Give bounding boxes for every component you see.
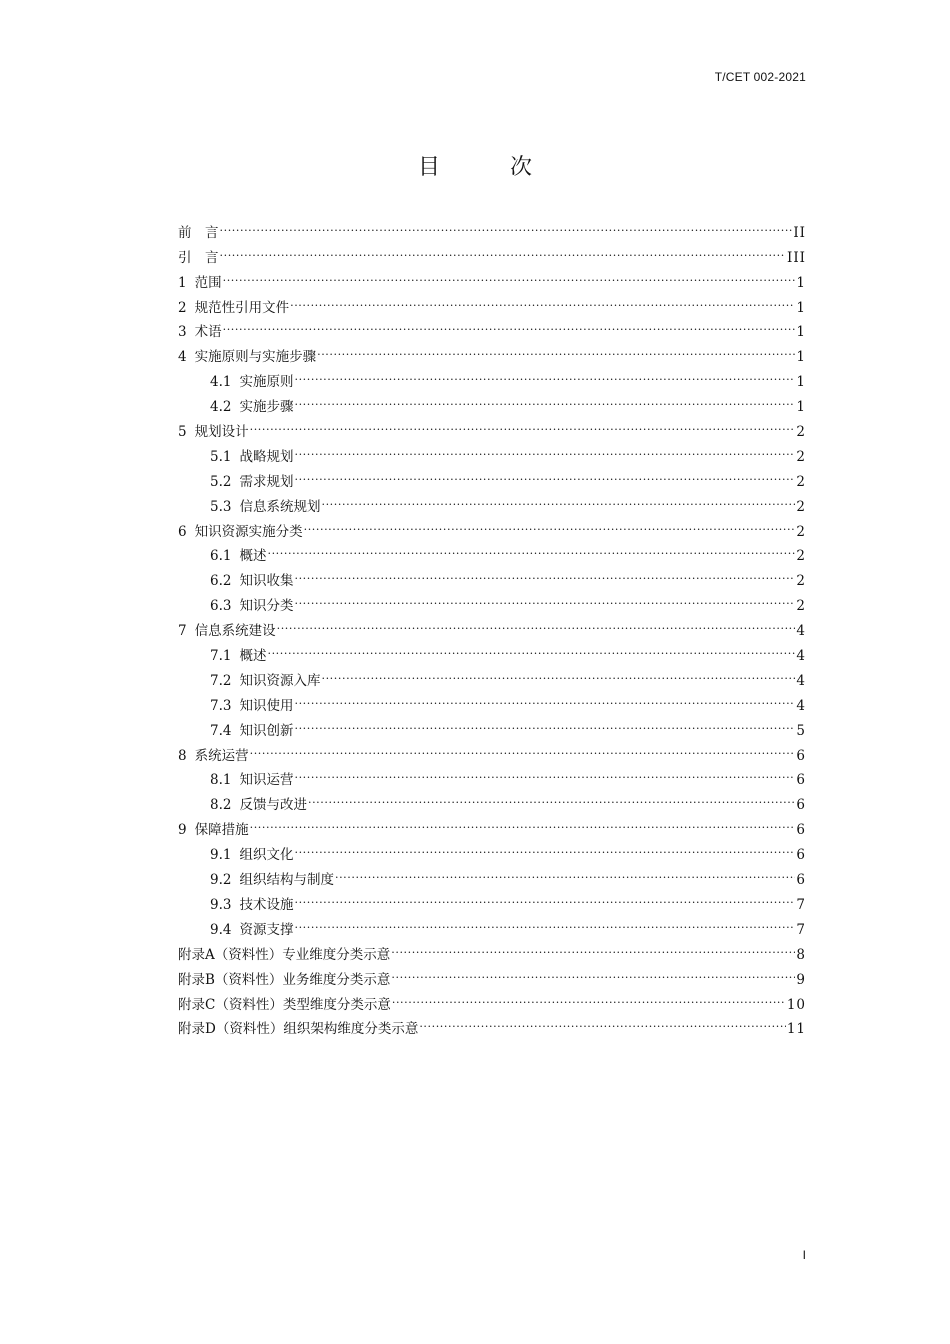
toc-entry-page: 2 [796, 573, 806, 590]
toc-entry-number: 5.2 [210, 473, 232, 490]
toc-entry-number: 6.2 [210, 573, 232, 590]
toc-entry-page: 2 [796, 548, 806, 565]
toc-entry-page: 7 [796, 896, 806, 913]
toc-entry-page: 6 [796, 847, 806, 864]
toc-entry-number: 1 [178, 274, 187, 291]
toc-entry-label: 知识创新 [239, 722, 294, 739]
toc-entry-number: 5.1 [210, 448, 232, 465]
toc-entry[interactable] [178, 560, 806, 590]
toc-dot-leader [267, 635, 795, 660]
toc-dot-leader [321, 660, 795, 685]
toc-entry-number: 9.2 [210, 872, 232, 889]
toc-dot-leader [294, 361, 795, 386]
toc-entry-label: 保障措施 [194, 822, 249, 839]
toc-entry-label: 规范性引用文件 [194, 299, 290, 316]
toc-entry-label: 资源支撑 [239, 921, 294, 938]
toc-entry-label: 知识资源实施分类 [194, 523, 303, 540]
toc-entry-label: 实施原则与实施步骤 [194, 349, 317, 366]
toc-entry-label: 技术设施 [239, 896, 294, 913]
toc-entry-page: 4 [796, 623, 806, 640]
toc-entry-page: 5 [796, 722, 806, 739]
toc-entry-label: 知识收集 [239, 573, 294, 590]
toc-dot-leader [391, 959, 795, 984]
toc-entry-number: 6.3 [210, 598, 232, 615]
toc-dot-leader [223, 312, 796, 337]
toc-dot-leader [391, 934, 795, 959]
toc-entry-page: 4 [796, 648, 806, 665]
standard-number: T/CET 002-2021 [714, 70, 806, 84]
toc-dot-leader [294, 585, 795, 610]
toc-entry-page: 2 [796, 523, 806, 540]
toc-entry-label: 前 言 [178, 224, 219, 241]
toc-entry[interactable] [178, 287, 806, 316]
toc-dot-leader [220, 237, 787, 262]
toc-dot-leader [250, 411, 796, 436]
toc-entry-page: 8 [796, 946, 806, 963]
toc-entry-number: 4.1 [210, 374, 232, 391]
toc-entry[interactable] [178, 212, 806, 241]
toc-entry-label: 附录A（资料性）专业维度分类示意 [178, 946, 391, 963]
toc-entry-number: 9.1 [210, 847, 232, 864]
toc-entry-number: 6.1 [210, 548, 232, 565]
toc-entry-label: 知识运营 [239, 772, 294, 789]
toc-entry[interactable] [178, 635, 806, 665]
toc-dot-leader [294, 760, 795, 785]
toc-entry-page: 1 [796, 374, 806, 391]
toc-entry-page: 1 [796, 349, 806, 366]
toc-entry-page: 4 [796, 697, 806, 714]
toc-entry-page: 1 [796, 324, 806, 341]
toc-dot-leader [321, 486, 795, 511]
toc-dot-leader [294, 909, 795, 934]
toc-entry-label: 信息系统规划 [239, 498, 321, 515]
toc-entry-label: 知识资源入库 [239, 672, 321, 689]
toc-entry-page: 10 [786, 996, 806, 1013]
toc-entry-label: 知识使用 [239, 697, 294, 714]
page-title: 目 次 [417, 155, 556, 180]
toc-entry-number: 8 [178, 747, 187, 764]
table-of-contents [178, 212, 806, 1038]
toc-entry-page: III [787, 249, 806, 266]
toc-entry[interactable] [178, 312, 806, 341]
toc-entry-number: 9 [178, 822, 187, 839]
toc-entry-page: 2 [796, 424, 806, 441]
toc-entry-number: 2 [178, 299, 187, 316]
toc-entry-page: 6 [796, 797, 806, 814]
toc-entry-number: 6 [178, 523, 187, 540]
toc-dot-leader [290, 287, 795, 312]
toc-entry-page: 6 [796, 872, 806, 889]
toc-dot-leader [317, 336, 795, 361]
toc-entry[interactable] [178, 436, 806, 465]
toc-dot-leader [267, 536, 795, 561]
toc-entry[interactable] [178, 536, 806, 565]
toc-entry-label: 附录C（资料性）类型维度分类示意 [178, 996, 391, 1013]
toc-entry-page: II [793, 224, 806, 241]
toc-dot-leader [335, 859, 795, 884]
toc-dot-leader [294, 710, 795, 735]
toc-dot-leader [392, 984, 786, 1009]
toc-entry-page: 6 [796, 772, 806, 789]
toc-dot-leader [308, 784, 795, 809]
toc-entry[interactable] [178, 262, 806, 291]
toc-entry-page: 4 [796, 672, 806, 689]
toc-entry-page: 1 [796, 399, 806, 416]
toc-dot-leader [304, 511, 796, 536]
toc-entry-page: 1 [796, 299, 806, 316]
toc-entry-number: 9.3 [210, 896, 232, 913]
toc-entry-number: 5 [178, 424, 187, 441]
toc-dot-leader [294, 884, 795, 909]
toc-entry-label: 引 言 [178, 249, 219, 266]
toc-entry[interactable] [178, 660, 806, 689]
toc-entry-label: 术语 [194, 324, 222, 341]
toc-entry-page: 2 [796, 473, 806, 490]
toc-entry-page: 11 [786, 1021, 806, 1038]
toc-entry[interactable] [178, 411, 806, 441]
toc-dot-leader [294, 685, 795, 710]
toc-entry[interactable] [178, 809, 806, 839]
page-number: I [802, 1248, 806, 1262]
toc-entry-number: 7 [178, 623, 187, 640]
toc-dot-leader [250, 735, 796, 760]
toc-entry-label: 系统运营 [194, 747, 249, 764]
toc-entry-label: 知识分类 [239, 598, 294, 615]
toc-entry-label: 反馈与改进 [239, 797, 307, 814]
toc-dot-leader [294, 461, 795, 486]
toc-entry-number: 8.2 [210, 797, 232, 814]
toc-entry-page: 7 [796, 921, 806, 938]
toc-dot-leader [220, 212, 793, 237]
toc-entry-label: 信息系统建设 [194, 623, 276, 640]
toc-entry[interactable] [178, 760, 806, 789]
toc-entry-page: 6 [796, 822, 806, 839]
toc-entry-number: 4 [178, 349, 187, 366]
toc-entry-page: 9 [796, 971, 806, 988]
toc-dot-leader [294, 386, 795, 411]
toc-dot-leader [419, 1009, 785, 1034]
toc-entry-label: 实施步骤 [239, 399, 294, 416]
toc-entry-number: 7.4 [210, 722, 232, 739]
toc-entry-label: 组织结构与制度 [239, 872, 334, 889]
toc-entry-number: 7.3 [210, 697, 232, 714]
toc-entry-label: 实施原则 [239, 374, 294, 391]
toc-entry-number: 7.1 [210, 648, 232, 665]
toc-entry-number: 4.2 [210, 399, 232, 416]
toc-entry-label: 战略规划 [239, 448, 294, 465]
toc-entry-label: 概述 [239, 648, 267, 665]
toc-entry-page: 6 [796, 747, 806, 764]
toc-dot-leader [277, 610, 796, 635]
toc-entry-label: 需求规划 [239, 473, 294, 490]
toc-entry-label: 规划设计 [194, 424, 249, 441]
toc-entry-page: 2 [796, 498, 806, 515]
toc-entry-number: 7.2 [210, 672, 232, 689]
toc-entry-label: 范围 [194, 274, 222, 291]
toc-entry-number: 3 [178, 324, 187, 341]
toc-entry-label: 组织文化 [239, 847, 294, 864]
toc-entry[interactable] [178, 834, 806, 864]
toc-entry-number: 9.4 [210, 921, 232, 938]
toc-entry[interactable] [178, 237, 806, 266]
toc-entry-label: 附录B（资料性）业务维度分类示意 [178, 971, 391, 988]
toc-dot-leader [294, 560, 795, 585]
toc-dot-leader [223, 262, 796, 287]
toc-entry-label: 附录D（资料性）组织架构维度分类示意 [178, 1021, 419, 1038]
toc-entry-label: 概述 [239, 548, 267, 565]
toc-dot-leader [294, 834, 795, 859]
toc-entry-number: 5.3 [210, 498, 232, 515]
toc-entry[interactable] [178, 735, 806, 764]
toc-entry-page: 1 [796, 274, 806, 291]
toc-entry-page: 2 [796, 598, 806, 615]
toc-dot-leader [250, 809, 796, 834]
toc-dot-leader [294, 436, 795, 461]
toc-entry-number: 8.1 [210, 772, 232, 789]
toc-entry-page: 2 [796, 448, 806, 465]
toc-entry[interactable] [178, 336, 806, 366]
